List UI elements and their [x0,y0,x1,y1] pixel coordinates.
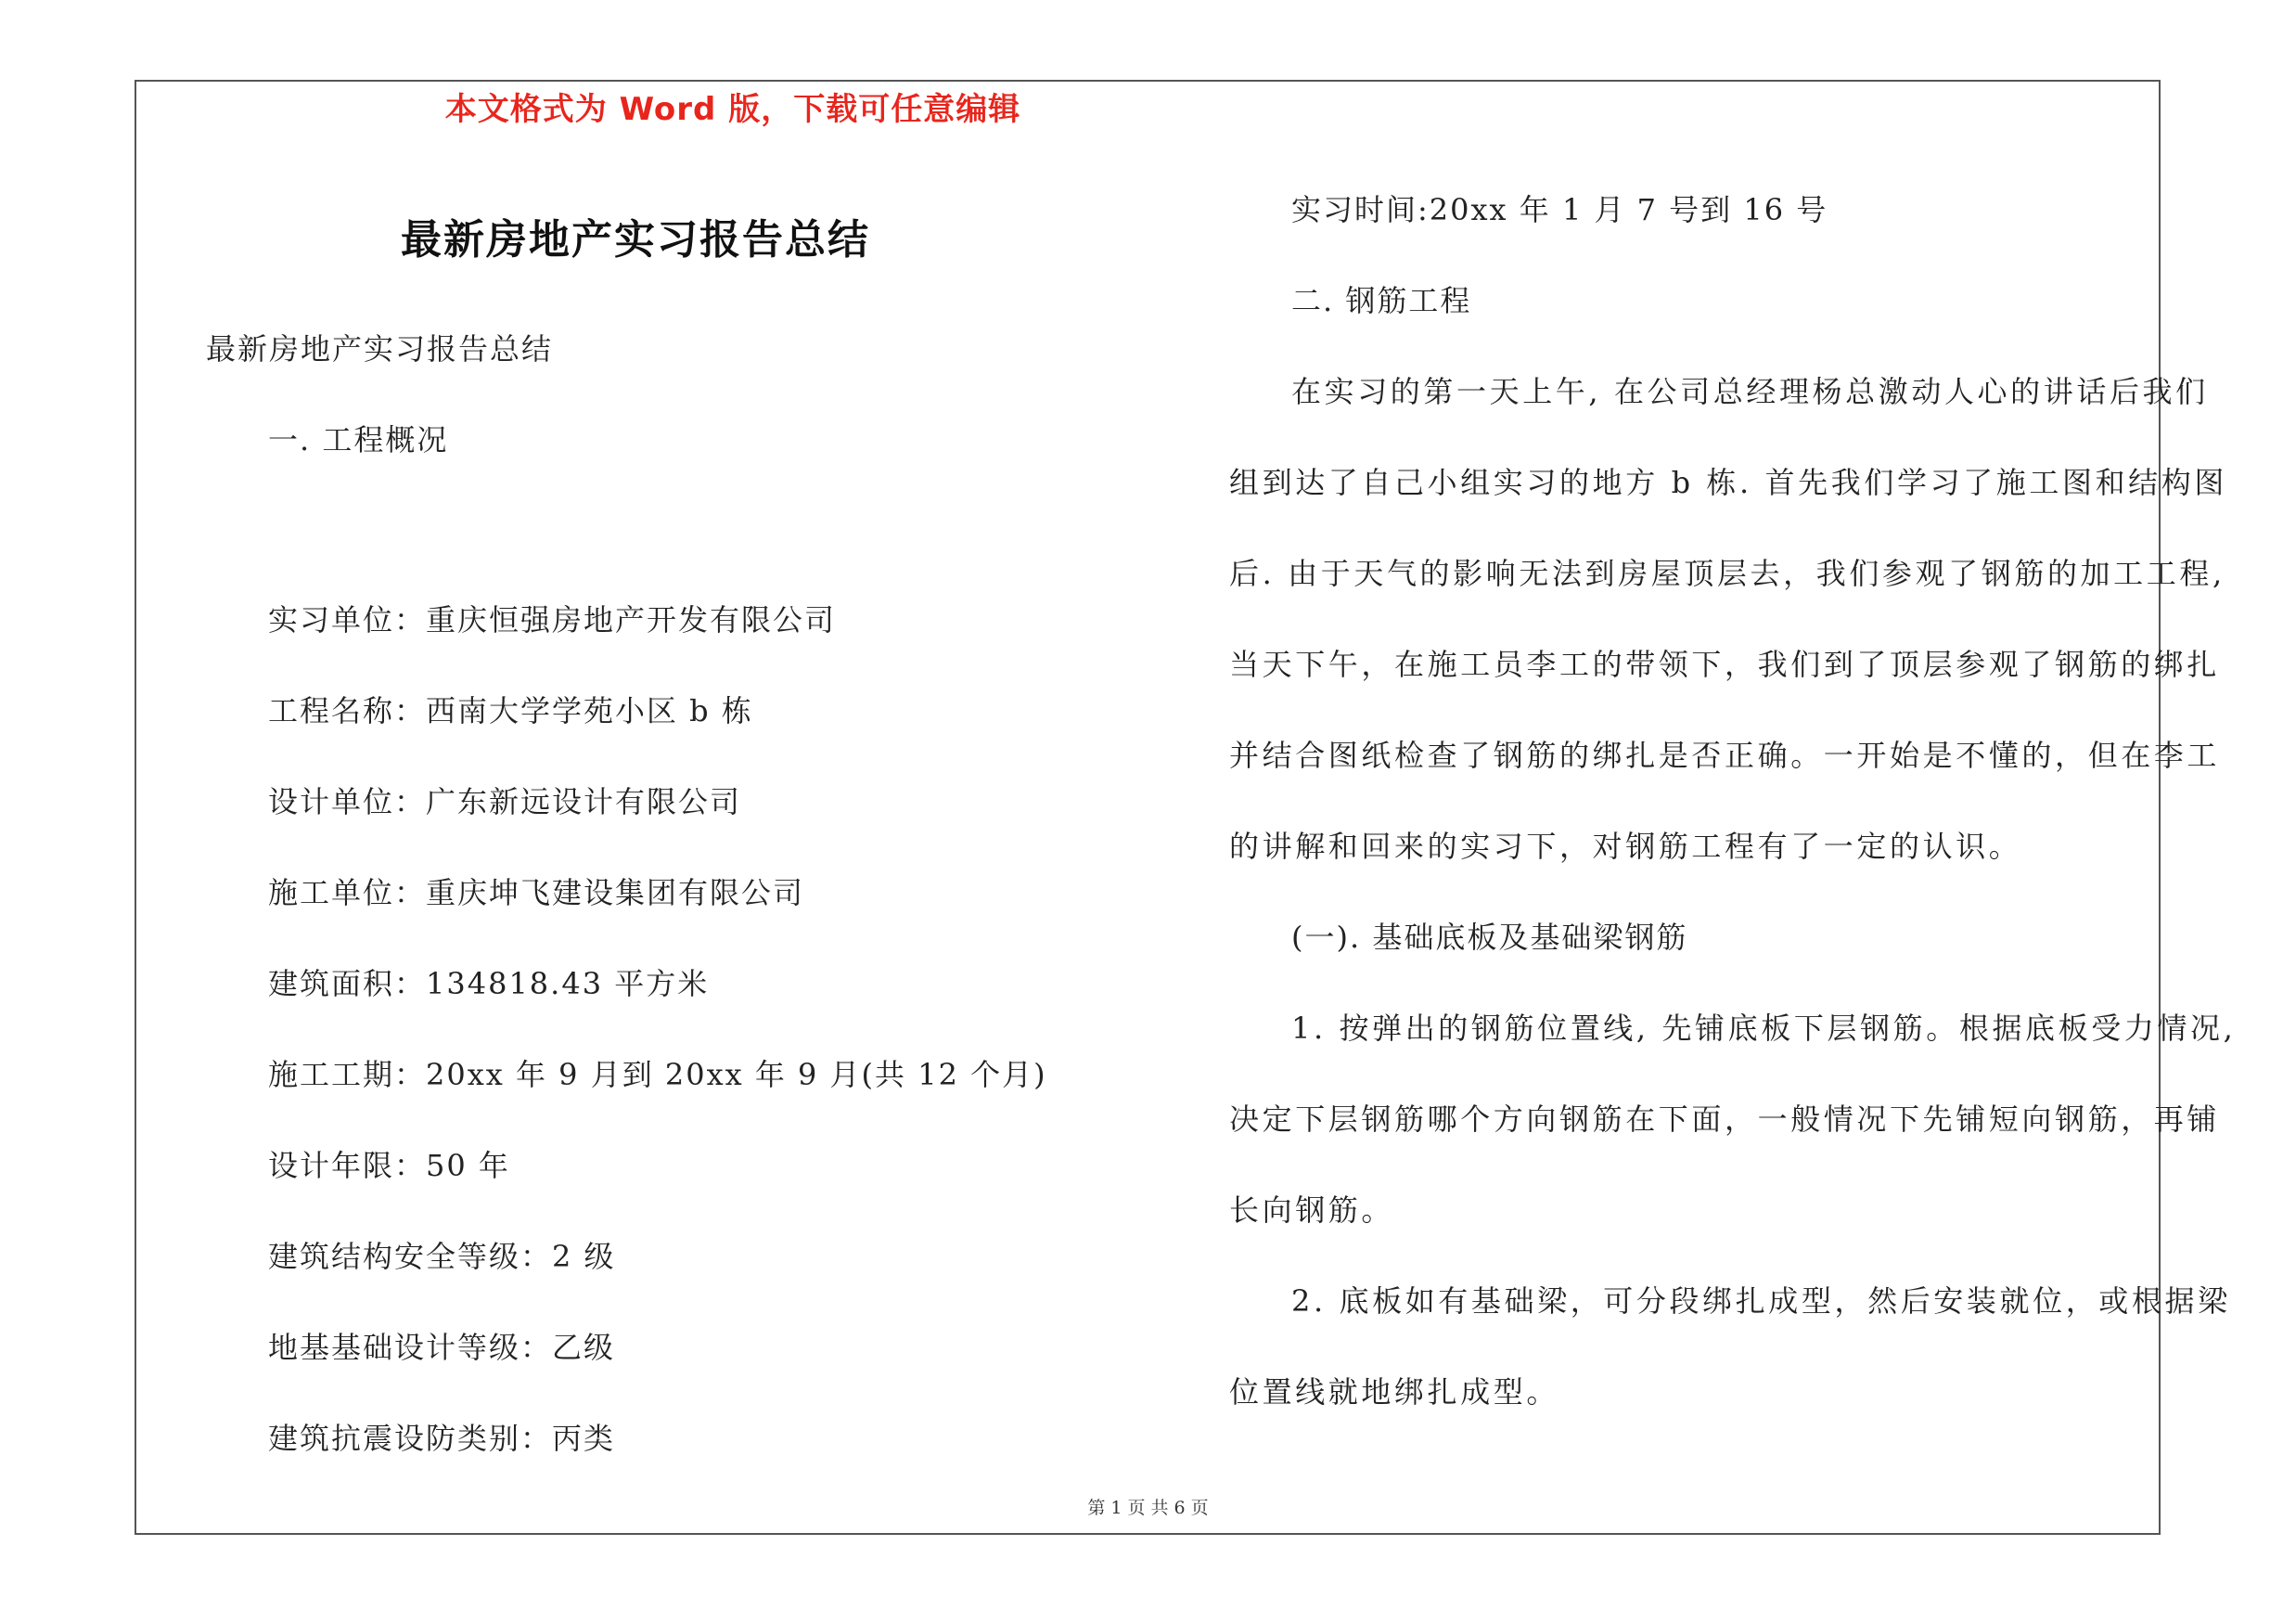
paragraph1-line: 的讲解和回来的实习下，对钢筋工程有了一定的认识。 [1229,829,2022,864]
section-heading-overview: 一. 工程概况 [268,422,449,457]
section-heading-rebar: 二. 钢筋工程 [1291,283,1472,318]
field-construction-period: 施工工期：20xx 年 9 月到 20xx 年 9 月(共 12 个月) [268,1057,1047,1092]
field-building-area: 建筑面积：134818.43 平方米 [268,966,710,1001]
field-design-unit: 设计单位：广东新远设计有限公司 [268,784,742,819]
field-seismic-category: 建筑抗震设防类别：丙类 [268,1421,616,1456]
page-number-footer: 第 1 页 共 6 页 [1087,1498,1209,1518]
subtitle: 最新房地产实习报告总结 [206,331,554,367]
field-foundation-grade: 地基基础设计等级：乙级 [268,1330,616,1365]
subsection-heading-foundation: (一). 基础底板及基础梁钢筋 [1291,920,1688,955]
paragraph3-line: 2. 底板如有基础梁，可分段绑扎成型，然后安装就位，或根据梁 [1291,1283,2231,1319]
paragraph1-line: 当天下午，在施工员李工的带领下，我们到了顶层参观了钢筋的绑扎 [1229,647,2221,682]
intern-time: 实习时间:20xx 年 1 月 7 号到 16 号 [1291,192,1828,227]
field-construction-unit: 施工单位：重庆坤飞建设集团有限公司 [268,875,805,910]
paragraph1-line: 并结合图纸检查了钢筋的绑扎是否正确。一开始是不懂的，但在李工 [1229,738,2221,773]
document-title: 最新房地产实习报告总结 [401,216,870,264]
word-format-banner: 本文格式为 Word 版，下载可任意编辑 [444,91,1021,128]
paragraph2-line: 决定下层钢筋哪个方向钢筋在下面，一般情况下先铺短向钢筋，再铺 [1229,1101,2221,1137]
paragraph1-line: 后. 由于天气的影响无法到房屋顶层去，我们参观了钢筋的加工工程, [1229,556,2225,591]
paragraph1-line: 在实习的第一天上午, 在公司总经理杨总激动人心的讲话后我们 [1291,374,2209,409]
field-project-name: 工程名称：西南大学学苑小区 b 栋 [268,693,753,728]
paragraph3-line: 位置线就地绑扎成型。 [1229,1374,1560,1410]
field-safety-grade: 建筑结构安全等级：2 级 [268,1239,616,1274]
field-design-life: 设计年限：50 年 [268,1148,510,1183]
paragraph1-line: 组到达了自己小组实习的地方 b 栋. 首先我们学习了施工图和结构图 [1229,465,2227,500]
paragraph2-line: 长向钢筋。 [1229,1192,1395,1228]
paragraph2-line: 1. 按弹出的钢筋位置线, 先铺底板下层钢筋。根据底板受力情况, [1291,1011,2237,1046]
field-intern-unit: 实习单位：重庆恒强房地产开发有限公司 [268,602,837,638]
